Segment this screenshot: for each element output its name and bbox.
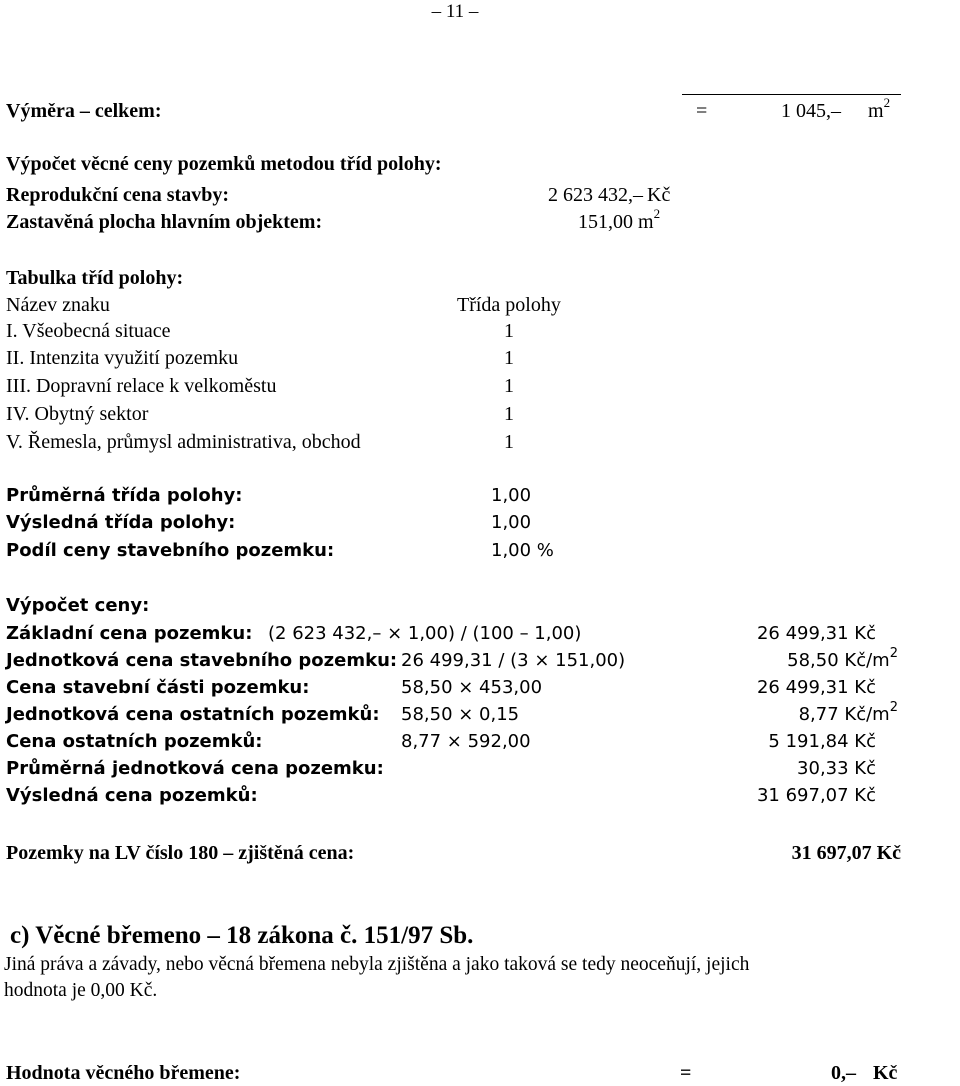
vymera-label: Výměra – celkem:: [6, 100, 162, 122]
cena-row-label: Průměrná jednotková cena pozemku:: [6, 758, 384, 779]
cena-row-formula: 58,50 × 0,15: [401, 704, 520, 725]
cena-row-label: Výsledná cena pozemků:: [6, 785, 258, 806]
tabulka-row-value: 1: [504, 347, 514, 369]
tabulka-col-name: Název znaku: [6, 294, 110, 316]
tabulka-row-name: V. Řemesla, průmysl administrativa, obchod: [6, 431, 361, 453]
tabulka-row-value: 1: [504, 403, 514, 425]
section-c-text: hodnota je 0,00 Kč.: [4, 980, 158, 1001]
cena-row-label: Základní cena pozemku:: [6, 623, 253, 644]
section-c-heading: c) Věcné břemeno – 18 zákona č. 151/97 Sb.: [10, 922, 474, 949]
cena-row-label: Cena stavební části pozemku:: [6, 677, 310, 698]
reprodukcni-unit: Kč: [647, 184, 671, 206]
cena-row-formula: 58,50 × 453,00: [401, 677, 543, 698]
tabulka-row-value: 1: [504, 375, 514, 397]
section-c-text: Jiná práva a závady, nebo věcná břemena nebyla zjištěna a jako taková se tedy neoceňují, jejich: [4, 954, 750, 975]
cena-row-result: 8,77 $Kč/m^2$: [798, 700, 898, 725]
tabulka-row-name: IV. Obytný sektor: [6, 403, 149, 425]
tabulka-col-class: Třída polohy: [457, 294, 561, 316]
hodnota-value: 0,–: [831, 1062, 856, 1084]
vypocet-heading: Výpočet věcné ceny pozemků metodou tříd polohy:: [6, 153, 442, 175]
tabulka-row-value: 1: [504, 320, 514, 342]
zastavena-label: Zastavěná plocha hlavním objektem:: [6, 211, 323, 233]
tabulka-heading: Tabulka tříd polohy:: [6, 267, 184, 289]
summary-value: 1,00: [491, 485, 532, 506]
cena-row-label: Jednotková cena ostatních pozemků:: [6, 704, 380, 725]
cena-row-label: Cena ostatních pozemků:: [6, 731, 263, 752]
cena-row-result: 5 191,84 Kč: [768, 731, 876, 752]
reprodukcni-value: 2 623 432,–: [548, 184, 643, 206]
summary-label: Výsledná třída polohy:: [6, 512, 236, 533]
cena-row-result: 30,33 Kč: [797, 758, 876, 779]
tabulka-row-name: III. Dopravní relace k velkoměstu: [6, 375, 277, 397]
tabulka-row-value: 1: [504, 431, 514, 453]
tabulka-row-name: II. Intenzita využití pozemku: [6, 347, 239, 369]
vymera-value: 1 045,–: [781, 100, 841, 122]
summary-value: 1,00: [491, 512, 532, 533]
zastavena-value: 151,00 $m^2$: [578, 206, 661, 233]
summary-label: Průměrná třída polohy:: [6, 485, 243, 506]
cena-row-result: 31 697,07 Kč: [756, 785, 876, 806]
cena-row-formula: 26 499,31 / (3 × 151,00): [401, 650, 626, 671]
vymera-equals: =: [696, 100, 708, 122]
reprodukcni-label: Reprodukční cena stavby:: [6, 184, 229, 206]
cena-row-formula: 8,77 × 592,00: [401, 731, 531, 752]
cena-row-formula: (2 623 432,– × 1,00) / (100 – 1,00): [268, 623, 582, 644]
cena-row-result: 58,50 $Kč/m^2$: [787, 646, 898, 671]
vymera-unit: $m^2$: [868, 95, 891, 122]
tabulka-row-name: I. Všeobecná situace: [6, 320, 171, 342]
hodnota-unit: Kč: [873, 1062, 898, 1084]
hodnota-label: Hodnota věcného břemene:: [6, 1062, 241, 1084]
pozemky-lv-label: Pozemky na LV číslo 180 – zjištěná cena:: [6, 842, 355, 864]
cena-row-result: 26 499,31 Kč: [756, 677, 876, 698]
pozemky-lv-value: 31 697,07 Kč: [791, 842, 901, 864]
summary-value: 1,00 %: [491, 540, 554, 561]
cena-row-result: 26 499,31 Kč: [756, 623, 876, 644]
sum-rule: [682, 94, 901, 95]
cena-row-label: Jednotková cena stavebního pozemku:: [6, 650, 398, 671]
summary-label: Podíl ceny stavebního pozemku:: [6, 540, 335, 561]
hodnota-equals: =: [680, 1062, 692, 1084]
vypocet-ceny-heading: Výpočet ceny:: [6, 595, 150, 616]
page-number: – 11 –: [431, 1, 479, 22]
